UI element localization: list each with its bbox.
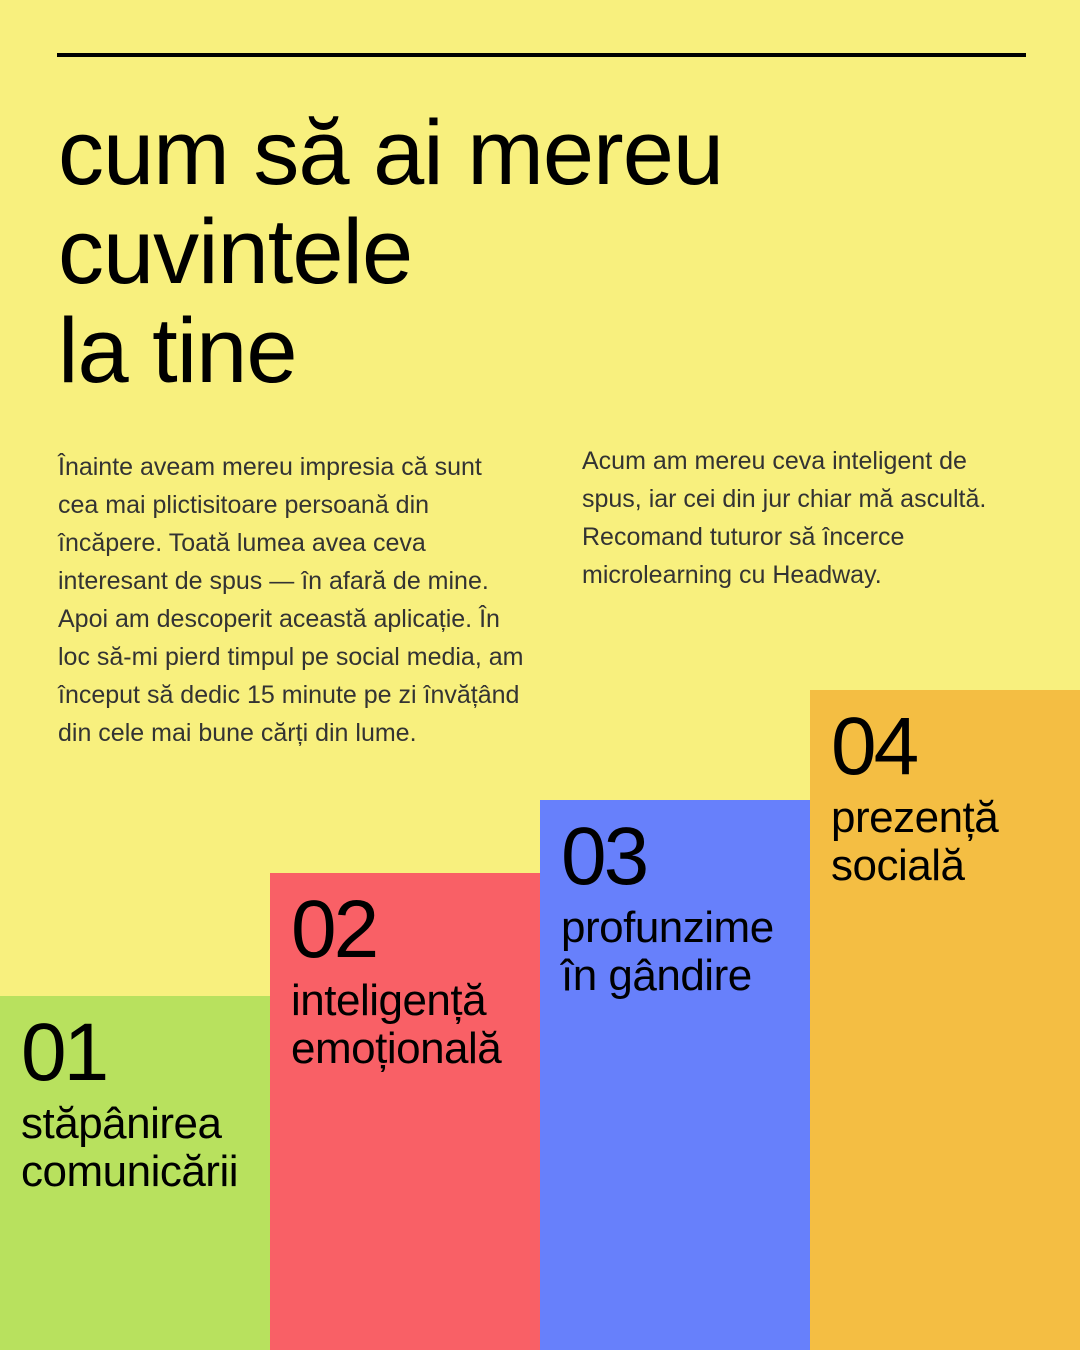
testimonial-paragraph-1: Înainte aveam mereu impresia că sunt cea mai plictisitoare persoană din încăpere. Toată lumea avea ceva interesant de spus — în afară de mine. Apoi am descoperit această aplicație. În loc să-mi pierd timpul pe social media, am început să dedic 15 minute pe zi învățând din cele mai bune cărți din lume. [58, 453, 524, 747]
step-label [561, 904, 810, 1000]
step-block-03 [540, 800, 810, 1350]
step-label [291, 977, 540, 1073]
step-label-line-1: inteligență [291, 976, 487, 1025]
headline-line-3: la tine [58, 300, 297, 402]
step-label-line-1: prezență [831, 793, 999, 842]
step-label-line-2: în gândire [561, 951, 752, 1000]
step-block-02 [270, 873, 540, 1350]
step-number: 03 [561, 811, 647, 902]
headline [58, 104, 723, 401]
step-block-01 [0, 996, 270, 1350]
step-label-line-1: profunzime [561, 903, 774, 952]
step-label [21, 1100, 270, 1196]
step-number: 02 [291, 884, 377, 975]
step-number: 01 [21, 1007, 107, 1098]
top-rule [57, 53, 1026, 57]
step-label [831, 794, 1080, 890]
headline-line-1: cum să ai mereu [58, 102, 724, 204]
step-label-line-2: comunicării [21, 1147, 239, 1196]
step-block-04 [810, 690, 1080, 1350]
step-label-line-2: socială [831, 841, 965, 890]
step-label-line-1: stăpânirea [21, 1099, 222, 1148]
step-label-line-2: emoțională [291, 1024, 502, 1073]
headline-line-2: cuvintele [58, 201, 413, 303]
testimonial-paragraph-2: Acum am mereu ceva inteligent de spus, iar cei din jur chiar mă ascultă. Recomand tuturor să încerce microlearning cu Headway. [582, 447, 987, 589]
step-number: 04 [831, 701, 917, 792]
